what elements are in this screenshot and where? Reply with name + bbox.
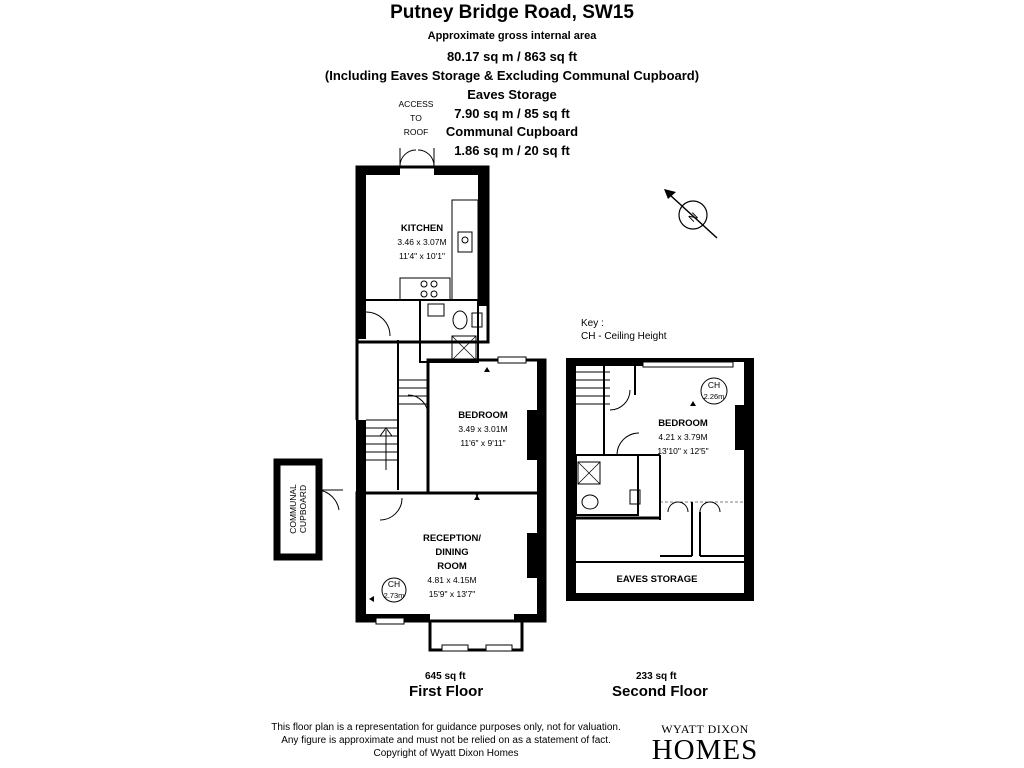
disclaimer [256, 721, 636, 760]
ch-first-label: CH [387, 579, 401, 589]
area-caption: Approximate gross internal area [427, 30, 597, 42]
kitchen-name: KITCHEN [400, 223, 444, 234]
second-floor-name: Second Floor [612, 683, 708, 700]
page-title: Putney Bridge Road, SW15 [390, 2, 634, 23]
reception-imperial: 15'9" x 13'7" [428, 589, 476, 599]
disclaimer-line-2: Any figure is approximate and must not be relied on as a statement of fact. [281, 735, 611, 746]
legend [581, 317, 667, 343]
area-note: (Including Eaves Storage & Excluding Communal Cupboard) [324, 68, 700, 83]
legend-title: Key : [581, 318, 604, 329]
kitchen-imperial: 11'4" x 10'1" [399, 251, 445, 261]
brand-logo [650, 722, 760, 766]
bedroom2-metric: 4.21 x 3.79M [658, 432, 708, 442]
bedroom2-imperial: 13'10" x 12'5" [657, 446, 709, 456]
brand-logo-top: WYATT DIXON [661, 722, 749, 736]
legend-item: CH - Ceiling Height [581, 331, 667, 342]
eaves-storage-name: EAVES STORAGE [616, 574, 698, 585]
communal-name-2: CUPBOARD [298, 484, 308, 534]
brand-logo-main: HOMES [651, 734, 759, 766]
reception-name-1: RECEPTION/ [422, 533, 482, 544]
disclaimer-line-3: Copyright of Wyatt Dixon Homes [373, 748, 519, 759]
access-label-3: ROOF [403, 127, 429, 137]
communal-cupboard-plan [277, 462, 343, 557]
compass-letter: N [686, 210, 701, 225]
second-floor-area: 233 sq ft [636, 671, 677, 682]
bedroom1-name: BEDROOM [458, 410, 508, 421]
bedroom1-imperial: 11'6" x 9'11" [460, 438, 506, 448]
ch-first-value: 2.73m [383, 591, 405, 600]
reception-name-3: ROOM [437, 561, 467, 572]
ch-second-label: CH [707, 380, 721, 390]
total-area: 80.17 sq m / 863 sq ft [446, 49, 578, 64]
cupboard-area: 1.86 sq m / 20 sq ft [454, 143, 570, 158]
reception-metric: 4.81 x 4.15M [427, 575, 477, 585]
second-floor-plan [566, 358, 754, 601]
bedroom2-name: BEDROOM [658, 418, 708, 429]
communal-name-1: COMMUNAL [288, 484, 298, 534]
first-floor-name: First Floor [409, 683, 484, 700]
disclaimer-line-1: This floor plan is a representation for guidance purposes only, not for valuation. [271, 722, 621, 733]
cupboard-caption: Communal Cupboard [445, 124, 579, 139]
bedroom1-metric: 3.49 x 3.01M [458, 424, 508, 434]
ch-second-value: 2.26m [703, 392, 725, 401]
eaves-area: 7.90 sq m / 85 sq ft [454, 106, 570, 121]
first-floor-area: 645 sq ft [425, 671, 466, 682]
access-label-2: TO [410, 113, 422, 123]
reception-name-2: DINING [435, 547, 469, 558]
eaves-caption: Eaves Storage [467, 87, 557, 102]
access-label-1: ACCESS [398, 99, 434, 109]
kitchen-metric: 3.46 x 3.07M [397, 237, 447, 247]
